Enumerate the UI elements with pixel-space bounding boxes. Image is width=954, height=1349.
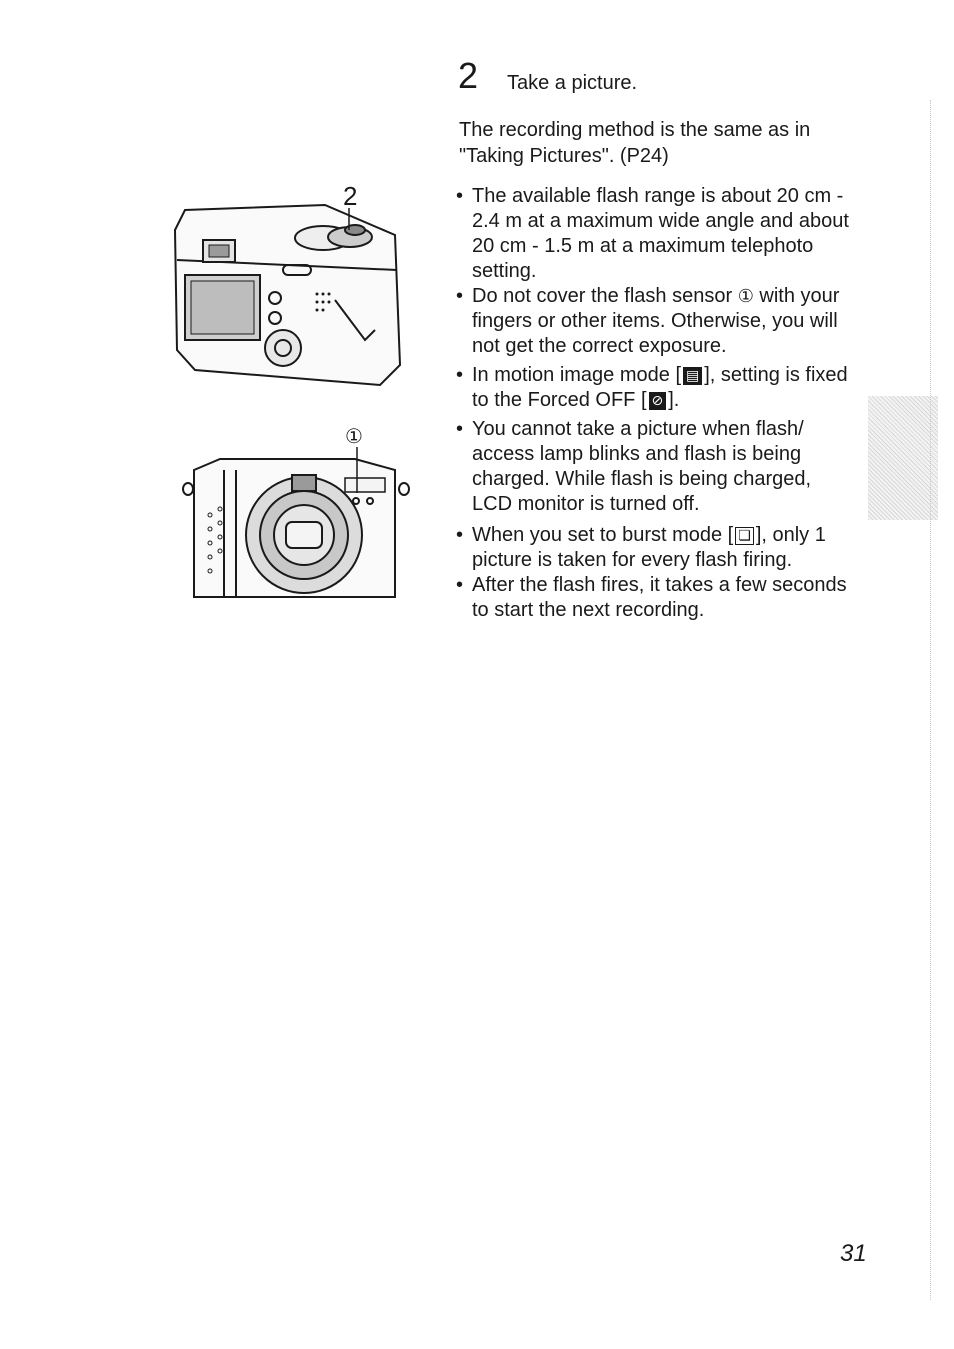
note-text: When you set to burst mode [: [472, 524, 734, 546]
list-item: [456, 363, 856, 413]
page-edge: [930, 100, 935, 1300]
intro-line: "Taking Pictures". (P24): [459, 145, 669, 167]
flash-off-icon: ⊘: [649, 392, 667, 410]
note-text: After the flash fires, it takes a few seconds to start the next recording.: [472, 574, 847, 621]
film-strip-icon: ▤: [683, 367, 702, 385]
camera-front-illustration: [180, 445, 412, 605]
note-text: Do not cover the flash sensor: [472, 285, 738, 307]
list-item: [456, 417, 856, 517]
burst-mode-icon: ❏: [735, 527, 754, 545]
list-item: [456, 573, 856, 623]
note-text: ], setting is fixed to the Forced OFF [: [472, 364, 848, 411]
step-title: Take a picture.: [507, 72, 638, 94]
notes-list: [456, 184, 856, 623]
intro-line: The recording method is the same as in: [459, 119, 811, 141]
camera-back-illustration: [165, 190, 405, 400]
flash-sensor-marker: ①: [737, 286, 754, 307]
page-number: 31: [840, 1240, 867, 1267]
list-item: [456, 184, 856, 284]
note-text: with your fingers or other items. Otherwise, you will not get the correct exposure.: [472, 285, 840, 357]
list-item: [456, 523, 856, 573]
section-tab: [868, 396, 938, 520]
list-item: [456, 284, 856, 359]
note-text: ].: [668, 389, 680, 411]
callout-shutter-label: 2: [343, 181, 358, 211]
note-text: The available flash range is about 20 cm - 2.4 m at a maximum wide angle and about 20 cm - 1.5 m at a maximum telephoto setting.: [472, 185, 849, 282]
note-text: In motion image mode [: [472, 364, 681, 386]
intro-paragraph: [459, 117, 859, 169]
callout-flash-sensor-label: ①: [345, 424, 363, 448]
note-text: ], only 1 picture is taken for every flash firing.: [472, 524, 826, 571]
note-text: You cannot take a picture when flash/ access lamp blinks and flash is being charged. While flash is being charged, LCD monitor is turned off.: [472, 418, 812, 515]
step-number: 2: [458, 55, 479, 96]
